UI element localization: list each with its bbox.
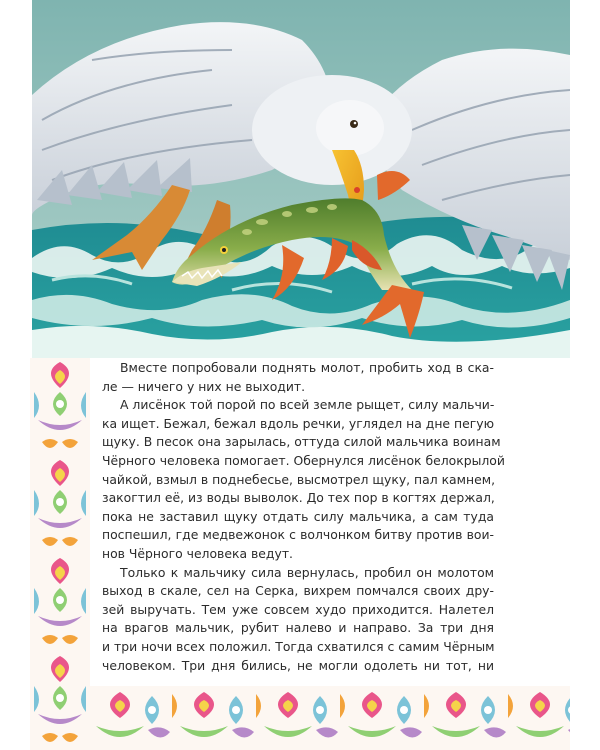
text-line: Вместе попробовали поднять молот, пробить ход в ска- — [120, 360, 494, 375]
text-line: А лисёнок той порой по всей земле рыщет, силу мальчи- — [120, 397, 495, 413]
text-line: щуку. В песок она зарылась, оттуда силой мальчика воинам — [102, 434, 501, 450]
bottom-ornament-border — [90, 686, 570, 750]
text-line: нов Чёрного человека ведут. — [102, 545, 293, 561]
left-ornament-border — [30, 358, 90, 750]
text-line: зей выручать. Тем уже совсем худо приходится. Налетел — [102, 601, 494, 617]
text-line: выход в скале, сел на Серка, вихрем помчался своих дру- — [102, 583, 494, 599]
text-line: Чёрного человека помогает. Обернулся лисёнок белокрылой — [102, 452, 505, 468]
text-line: ле — ничего у них не выходит. — [102, 378, 306, 394]
text-line: поспешил, где медвежонок с волчонком битву против вои- — [102, 527, 494, 543]
story-text — [102, 359, 505, 675]
text-line: на врагов мальчик, рубит налево и направо. За три дня — [102, 620, 494, 636]
text-line: ка ищет. Бежал, бежал вдоль речки, углядел на дне пегую — [102, 415, 494, 431]
paragraph-1 — [102, 359, 494, 396]
paragraph-2 — [102, 396, 505, 563]
paragraph-3 — [102, 564, 494, 676]
text-line: человеком. Три дня бились, не могли одолеть ни тот, ни — [102, 657, 494, 673]
seagull-pike-illustration — [32, 0, 570, 358]
text-line: пока не заставил щуку отдать силу мальчика, а сам туда — [102, 508, 494, 524]
text-line: чайкой, взмыл в поднебесье, высмотрел щуку, пал камнем, — [102, 471, 496, 487]
floral-ornament-border-icon — [30, 358, 90, 750]
seagull-catching-pike-illustration-icon — [32, 0, 570, 358]
text-line: и три ночи всех положил. Тогда схватился с самим Чёрным — [102, 638, 495, 654]
text-line: закогтил её, из воды выволок. До тех пор в когтях держал, — [102, 490, 495, 506]
text-line: Только к мальчику сила вернулась, пробил он молотом — [120, 564, 494, 580]
floral-ornament-bottom-icon — [90, 686, 570, 750]
